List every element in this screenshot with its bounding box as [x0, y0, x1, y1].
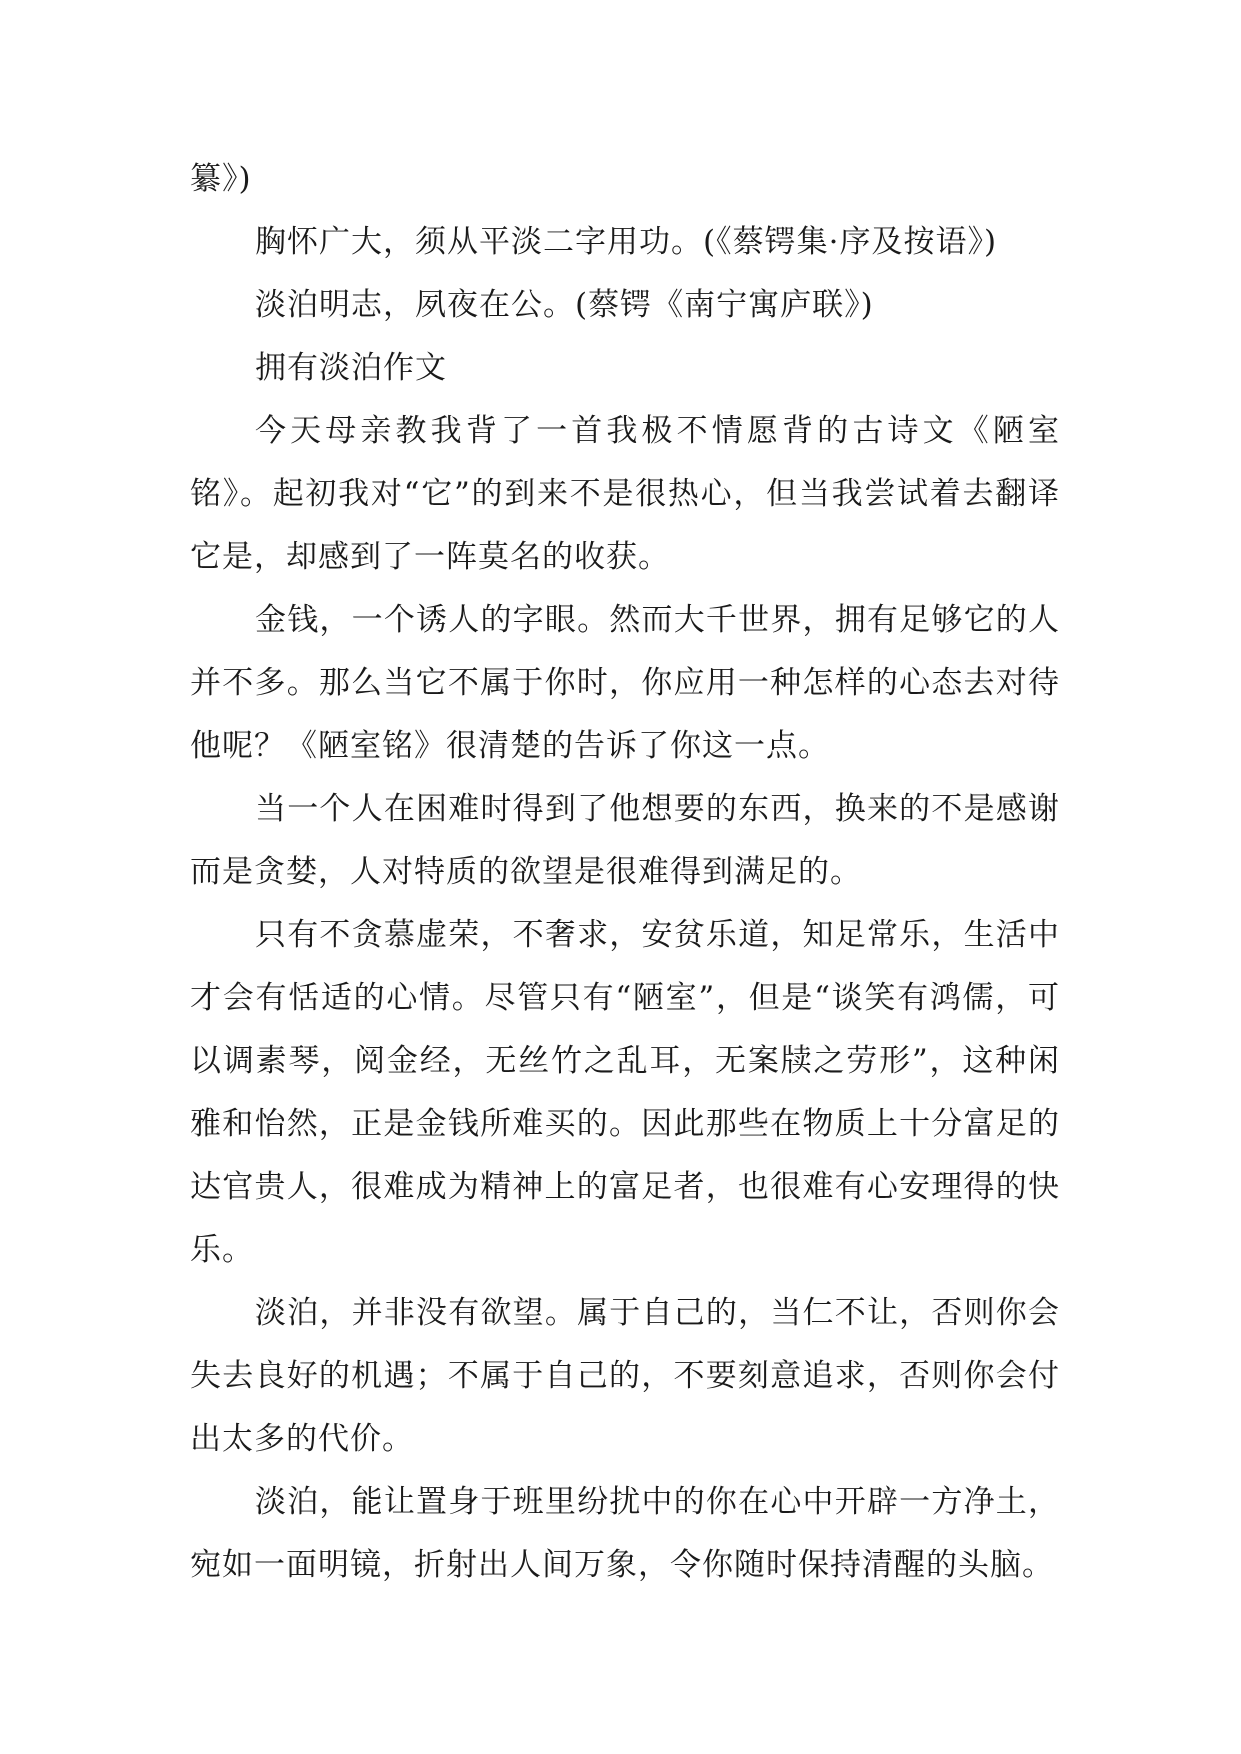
- paragraph-greed: 当一个人在困难时得到了他想要的东西，换来的不是感谢而是贪婪，人对特质的欲望是很难得到满足的。: [190, 791, 1060, 890]
- paragraph-essay-intro: 今天母亲教我背了一首我极不情愿背的古诗文《陋室铭》。起初我对“它”的到来不是很热心，但当我尝试着去翻译它是，却感到了一阵莫名的收获。: [190, 413, 1060, 575]
- paragraph-source-end: 纂》): [190, 161, 252, 197]
- essay-title: 拥有淡泊作文: [255, 350, 447, 386]
- paragraph-money: 金钱，一个诱人的字眼。然而大千世界，拥有足够它的人并不多。那么当它不属于你时，你应用一种怎样的心态去对待他呢？《陋室铭》很清楚的告诉了你这一点。: [190, 602, 1060, 764]
- document-body: [190, 148, 1060, 1597]
- paragraph-quote-cai-e-preface: 胸怀广大，须从平淡二字用功。(《蔡锷集·序及按语》): [255, 224, 998, 260]
- paragraph-mirror: 淡泊，能让置身于班里纷扰中的你在心中开辟一方净土，宛如一面明镜，折射出人间万象，令你随时保持清醒的头脑。: [190, 1484, 1060, 1583]
- paragraph-contentment: 只有不贪慕虚荣，不奢求，安贫乐道，知足常乐，生活中才会有恬适的心情。尽管只有“陋室”，但是“谈笑有鸿儒，可以调素琴，阅金经，无丝竹之乱耳，无案牍之劳形”，这种闲雅和怡然，正是金钱所难买的。因此那些在物质上十分富足的达官贵人，很难成为精神上的富足者，也很难有心安理得的快乐。: [190, 917, 1060, 1268]
- paragraph-quote-nanning-couplet: 淡泊明志，夙夜在公。(蔡锷《南宁寓庐联》): [255, 287, 874, 323]
- paragraph-desire: 淡泊，并非没有欲望。属于自己的，当仁不让，否则你会失去良好的机遇；不属于自己的，不要刻意追求，否则你会付出太多的代价。: [190, 1295, 1060, 1457]
